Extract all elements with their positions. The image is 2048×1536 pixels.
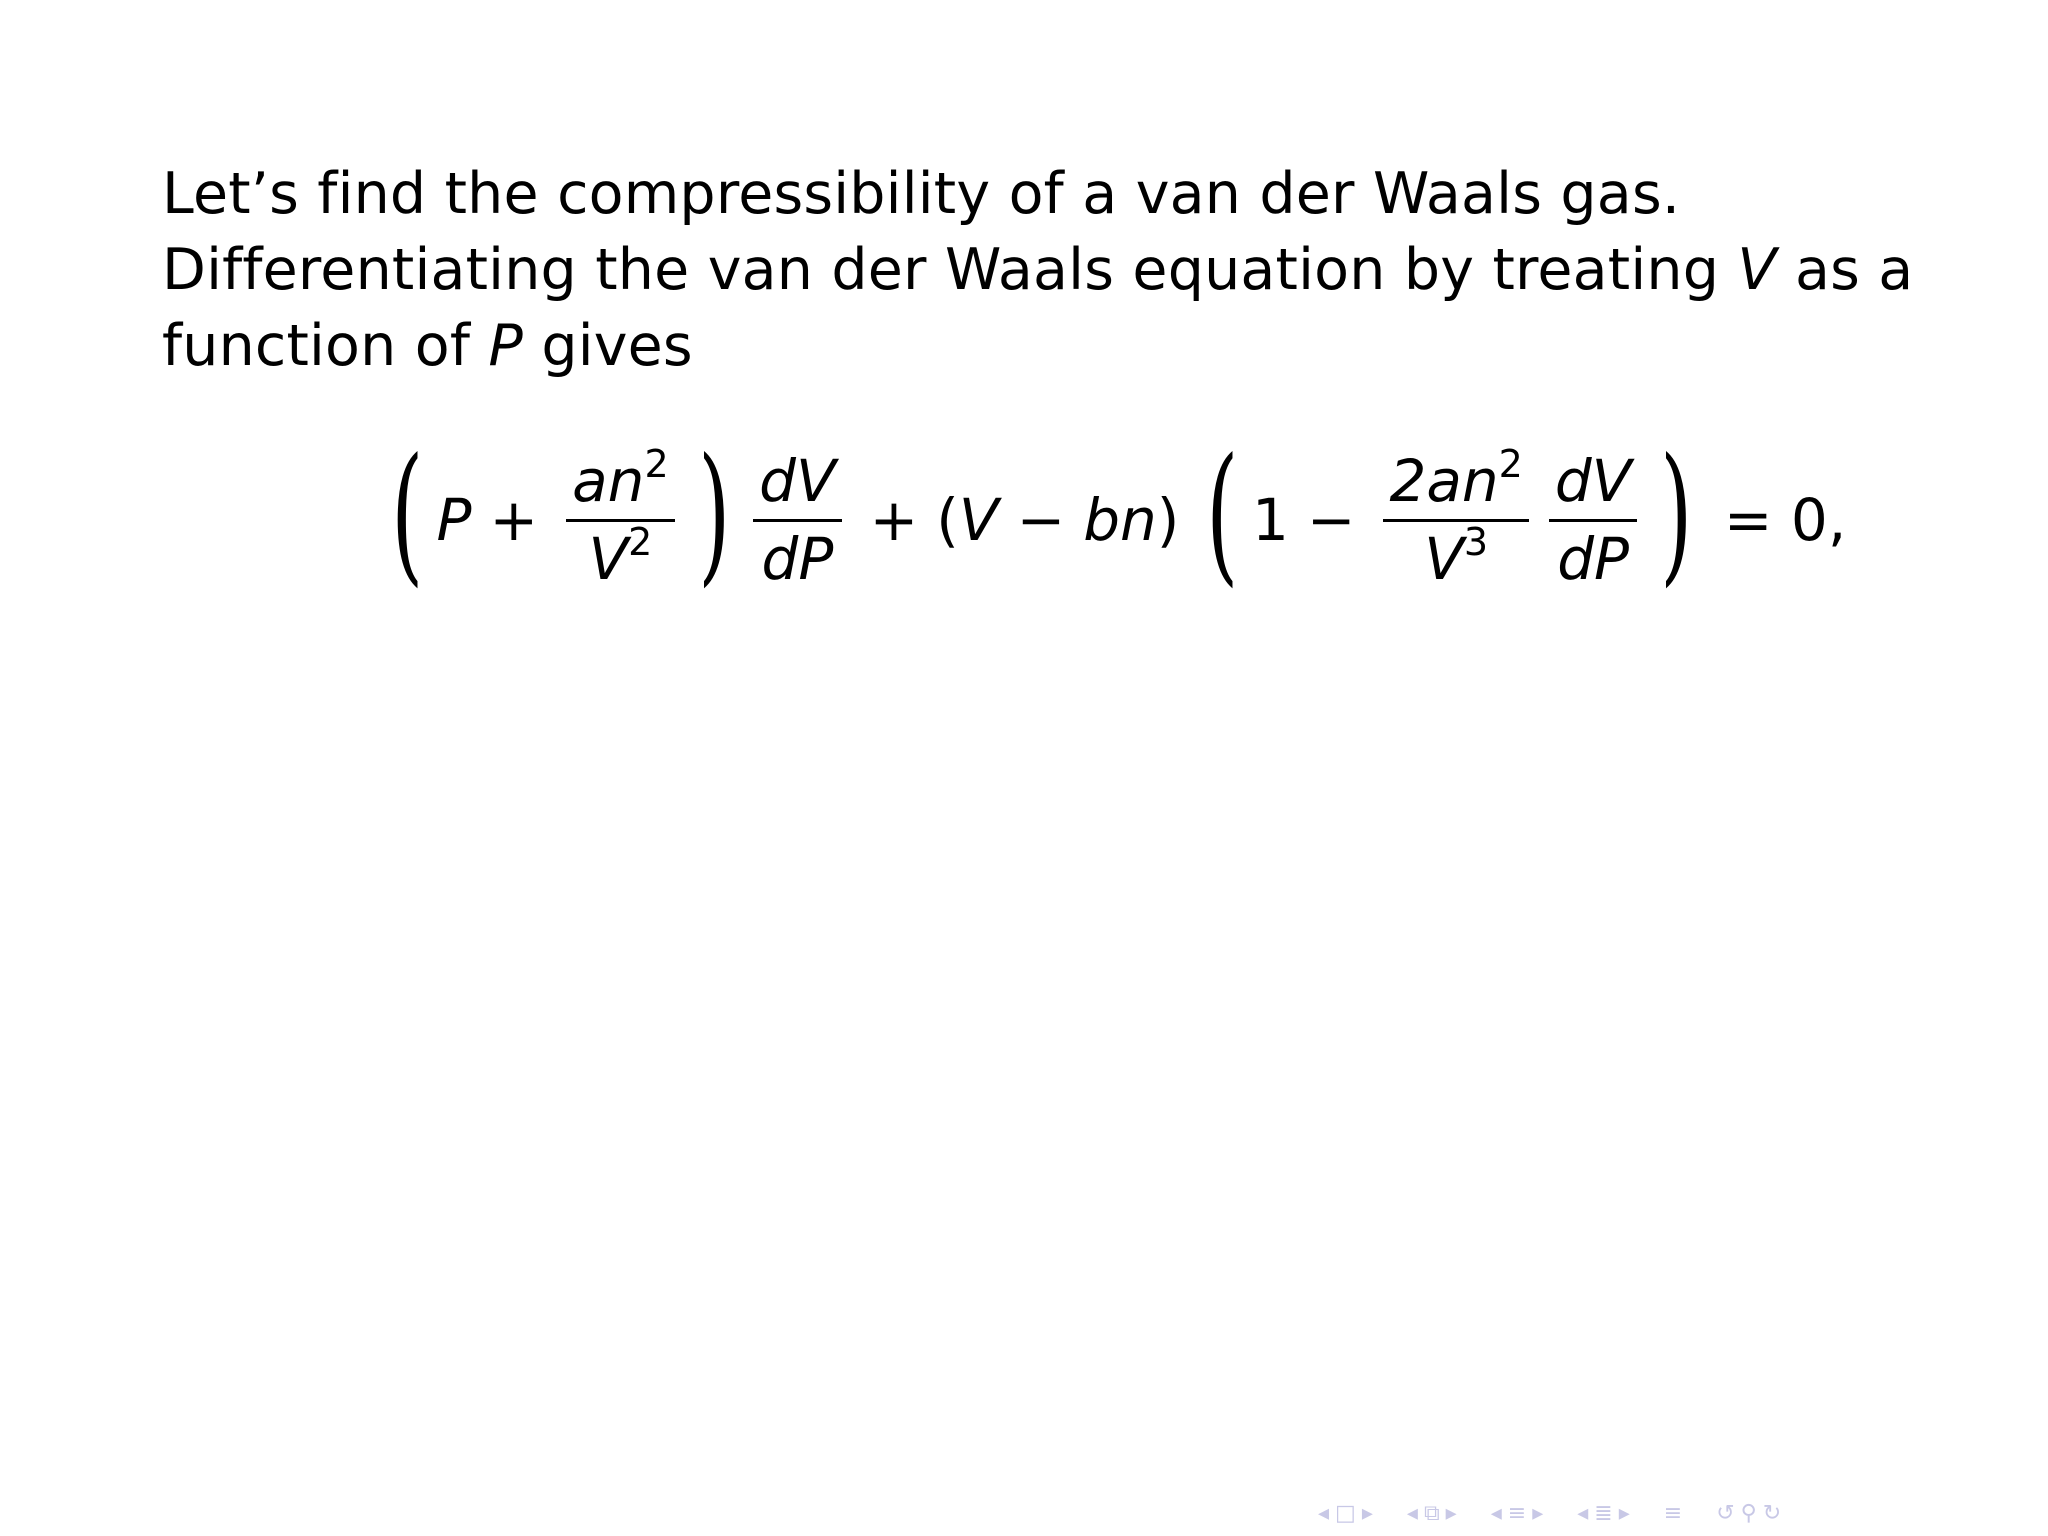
fraction-dv-dp (753, 448, 842, 592)
text-line-2 (162, 232, 1922, 308)
numerator: dV (759, 446, 836, 515)
eq-bn: bn (1083, 486, 1157, 554)
align-icon[interactable]: ≡ (1663, 1500, 1683, 1526)
numerator: $2an^2$ (1389, 441, 1523, 515)
numerator: $an^2$ (572, 441, 669, 515)
denominator: $V^2$ (588, 519, 653, 593)
forward-icon[interactable]: ↻ (1762, 1500, 1782, 1526)
fraction-dv-dp-2 (1549, 448, 1638, 592)
fraction-an2-v2 (566, 441, 675, 593)
eq-minus-2: − (1306, 486, 1356, 554)
nav-right-arrow-icon[interactable]: ▸ (1445, 1500, 1457, 1526)
text-line-1: Let’s find the compressibility of a van der Waals gas. (162, 161, 1681, 227)
search-icon[interactable]: ⚲ (1740, 1500, 1757, 1526)
eq-plus-2: + (869, 486, 919, 554)
fraction-bar (753, 519, 842, 522)
left-paren-2: ( (1206, 427, 1239, 601)
nav-left-arrow-icon[interactable]: ◂ (1577, 1500, 1589, 1526)
nav-left-arrow-icon[interactable]: ◂ (1318, 1500, 1330, 1526)
paren-close: ) (1156, 486, 1180, 554)
math-var-v: V (1737, 237, 1777, 303)
text-line-2-before: Differentiating the van der Waals equation by treating (162, 237, 1738, 303)
beamer-navigation-bar (1318, 1500, 1781, 1526)
frame-icon[interactable]: □ (1335, 1500, 1356, 1526)
nav-left-arrow-icon[interactable]: ◂ (1406, 1500, 1418, 1526)
math-var-p: P (488, 313, 523, 379)
numerator: dV (1554, 446, 1632, 515)
fraction-bar (1383, 519, 1528, 522)
text-line-3 (162, 308, 1922, 384)
fraction-bar (1549, 519, 1638, 522)
left-paren-1: ( (391, 427, 424, 601)
text-line-3-before: function of (162, 313, 489, 379)
eq-one: 1 (1251, 486, 1289, 554)
eq-plus: + (489, 486, 539, 554)
back-icon[interactable]: ↺ (1716, 1500, 1735, 1526)
nav-right-arrow-icon[interactable]: ▸ (1532, 1500, 1544, 1526)
text-line-2-after: as a (1776, 237, 1914, 303)
nav-left-arrow-icon[interactable]: ◂ (1490, 1500, 1502, 1526)
paren-open: ( (936, 486, 959, 554)
subsection-icon[interactable]: ⧉ (1423, 1500, 1440, 1526)
doc-icon[interactable]: ≣ (1594, 1500, 1613, 1526)
nav-right-arrow-icon[interactable]: ▸ (1361, 1500, 1373, 1526)
fraction-bar (566, 519, 675, 522)
section-icon[interactable]: ≡ (1507, 1500, 1527, 1526)
eq-equals-zero: = 0, (1723, 486, 1847, 554)
denominator: dP (761, 524, 834, 593)
nav-right-arrow-icon[interactable]: ▸ (1618, 1500, 1630, 1526)
right-paren-2: ) (1660, 427, 1693, 601)
denominator: $V^3$ (1424, 519, 1489, 593)
slide-text (162, 156, 1922, 384)
eq-v: V (958, 486, 999, 554)
right-paren-1: ) (697, 427, 730, 601)
denominator: dP (1557, 524, 1629, 593)
text-line-3-after: gives (523, 313, 693, 379)
fraction-2an2-v3 (1383, 441, 1528, 593)
eq-p: P (436, 486, 472, 554)
eq-minus: − (1016, 486, 1066, 554)
van-der-waals-derivative-equation (378, 427, 1847, 610)
